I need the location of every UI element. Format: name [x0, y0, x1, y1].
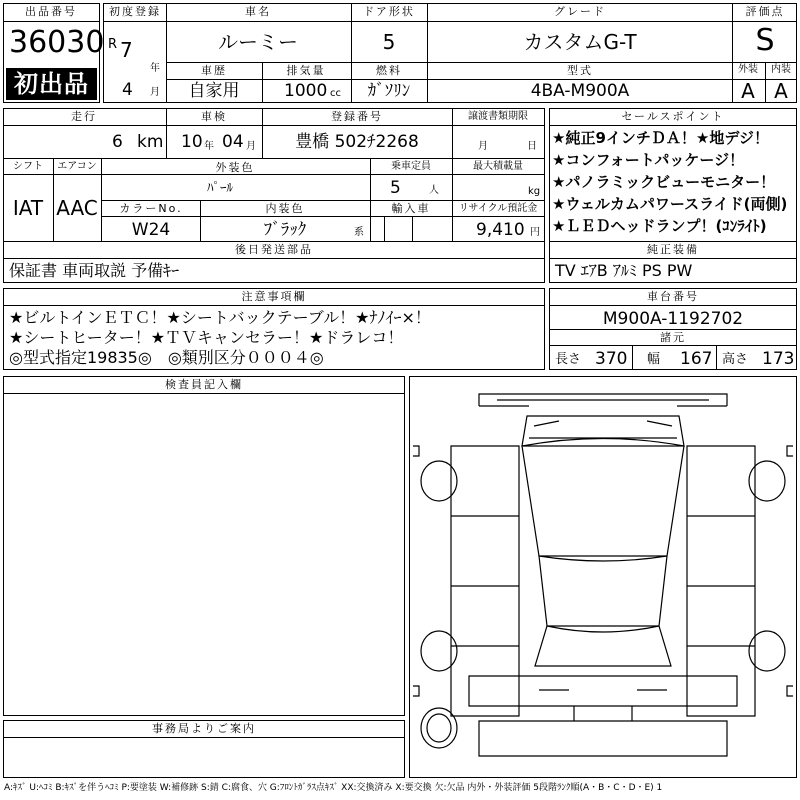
shift-value: IAT: [12, 196, 44, 220]
color-no-value: W24: [131, 220, 171, 240]
office-label: 事務局よりご案内: [152, 722, 256, 735]
note-line: ★ビルトインＥＴＣ！★シートバックテーブル！★ﾅﾉｲｰ×！: [9, 308, 431, 327]
month-unit: 月: [150, 87, 160, 98]
mileage-unit: km: [137, 132, 164, 152]
ext-color-label: 外装色: [215, 161, 255, 174]
color-no-label: カラーNo.: [119, 202, 183, 215]
reg-month: 4: [122, 80, 133, 100]
length-label: 長さ: [555, 352, 582, 367]
fuel-value: ｶﾞｿﾘﾝ: [367, 81, 411, 101]
first-listing-badge: 初出品: [6, 68, 97, 100]
plate-label: 登録番号: [331, 110, 383, 123]
score-value: S: [755, 23, 775, 58]
transfer-month-unit: 月: [478, 141, 488, 152]
sales-label: セールスポイント: [621, 110, 725, 123]
notes-label: 注意事項欄: [241, 290, 307, 303]
car-name: ルーミー: [218, 30, 298, 54]
disp-label: 排気量: [286, 64, 326, 77]
note-line: ◎型式指定19835◎ ◎類別区分０００４◎: [9, 348, 324, 367]
shift-label: シフト: [13, 161, 43, 172]
later-parts-label: 後日発送部品: [235, 243, 313, 256]
width-value: 167: [680, 349, 713, 369]
spec-label: 諸元: [660, 331, 686, 344]
transfer-label: 譲渡書類期限: [468, 111, 528, 122]
length-value: 370: [595, 349, 628, 369]
history-value: 自家用: [188, 81, 240, 101]
recycle-unit: 円: [530, 227, 540, 238]
ac-label: エアコン: [57, 161, 97, 172]
int-color-value: ﾌﾞﾗｯｸ: [263, 220, 307, 240]
note-line: ★シートヒーター！★ＴＶキャンセラー！★ドラレコ！: [9, 328, 404, 347]
disp-value: 1000: [284, 81, 328, 101]
ac-value: AAC: [56, 196, 98, 220]
recycle-label: リサイクル預託金: [458, 203, 538, 214]
transfer-day-unit: 日: [527, 141, 537, 152]
int-color-label: 内装色: [265, 202, 305, 215]
capacity-label: 乗車定員: [391, 161, 431, 172]
int-label: 内装: [771, 64, 791, 75]
chassis-number: M900A-1192702: [602, 309, 744, 329]
height-value: 173: [762, 349, 795, 369]
disp-unit: cc: [330, 88, 341, 99]
inspector-box: [3, 376, 405, 716]
equip-value: TV ｴｱB ｱﾙﾐ PS PW: [555, 261, 693, 280]
inspection-label: 車検: [201, 110, 227, 123]
inspection-month: 04: [222, 132, 244, 152]
grade-label: グレード: [554, 5, 606, 18]
legend-text: A:ｷｽﾞ U:ﾍｺﾐ B:ｷｽﾞを伴うﾍｺﾐ P:要塗装 W:補修跡 S:錆 C:腐食、穴 G:ﾌﾛﾝﾄｶﾞﾗｽ点ｷｽﾞ XX:交換済み X:要交換 欠:欠品 内外・外装評価 5段階ﾗﾝｸ順(A・B・C・D・E) 1: [4, 783, 663, 793]
year-unit: 年: [150, 63, 160, 74]
reg-year: 7: [120, 38, 133, 62]
sales-point: ★純正9インチＤＡ！★地デジ！: [552, 129, 770, 147]
height-label: 高さ: [722, 352, 749, 367]
inspection-month-unit: 月: [246, 141, 256, 152]
max-load-unit: kg: [528, 186, 541, 197]
inspection-year-unit: 年: [204, 141, 214, 152]
door-label: ドア形状: [363, 5, 415, 18]
sales-point: ★パノラミックビューモニター！: [552, 173, 776, 191]
inspection-year: 10: [181, 132, 203, 152]
model-value: 4BA-M900A: [530, 81, 630, 101]
inspector-label: 検査員記入欄: [165, 378, 243, 391]
sales-point: ★コンフォートパッケージ！: [552, 151, 745, 169]
score-label: 評価点: [745, 5, 785, 18]
lot-label: 出品番号: [25, 5, 77, 18]
era: R: [108, 37, 118, 52]
capacity-value: 5: [390, 178, 401, 198]
name-label: 車名: [245, 5, 271, 18]
ext-color-value: ﾊﾟｰﾙ: [207, 181, 233, 196]
capacity-unit: 人: [429, 185, 439, 196]
door-value: 5: [382, 30, 396, 54]
sales-point: ★ＬＥＤヘッドランプ！(ｺﾝﾗｲﾄ): [552, 217, 767, 235]
sales-point: ★ウェルカムパワースライド(両側): [552, 195, 788, 213]
mileage-value: 6: [112, 132, 123, 152]
grade-value: カスタムG-T: [523, 30, 637, 54]
width-label: 幅: [647, 352, 661, 367]
import-label: 輸入車: [391, 202, 431, 215]
later-parts-value: 保証書 車両取説 予備ｷｰ: [9, 261, 180, 280]
fuel-label: 燃料: [376, 64, 402, 77]
int-score: A: [774, 79, 788, 103]
lot-number: 36030: [9, 25, 105, 60]
plate-value: 豊橋 502ﾁ2268: [295, 132, 419, 152]
int-color-unit: 系: [354, 227, 364, 238]
max-load-label: 最大積載量: [473, 161, 523, 172]
model-label: 型式: [567, 64, 593, 77]
mileage-label: 走行: [71, 110, 97, 123]
ext-label: 外装: [738, 64, 758, 75]
history-label: 車歴: [201, 64, 227, 77]
chassis-label: 車台番号: [647, 290, 699, 303]
equip-label: 純正装備: [647, 243, 699, 256]
car-diagram: [409, 376, 797, 778]
recycle-value: 9,410: [476, 220, 525, 240]
ext-score: A: [741, 79, 755, 103]
reg-label: 初度登録: [109, 5, 161, 18]
